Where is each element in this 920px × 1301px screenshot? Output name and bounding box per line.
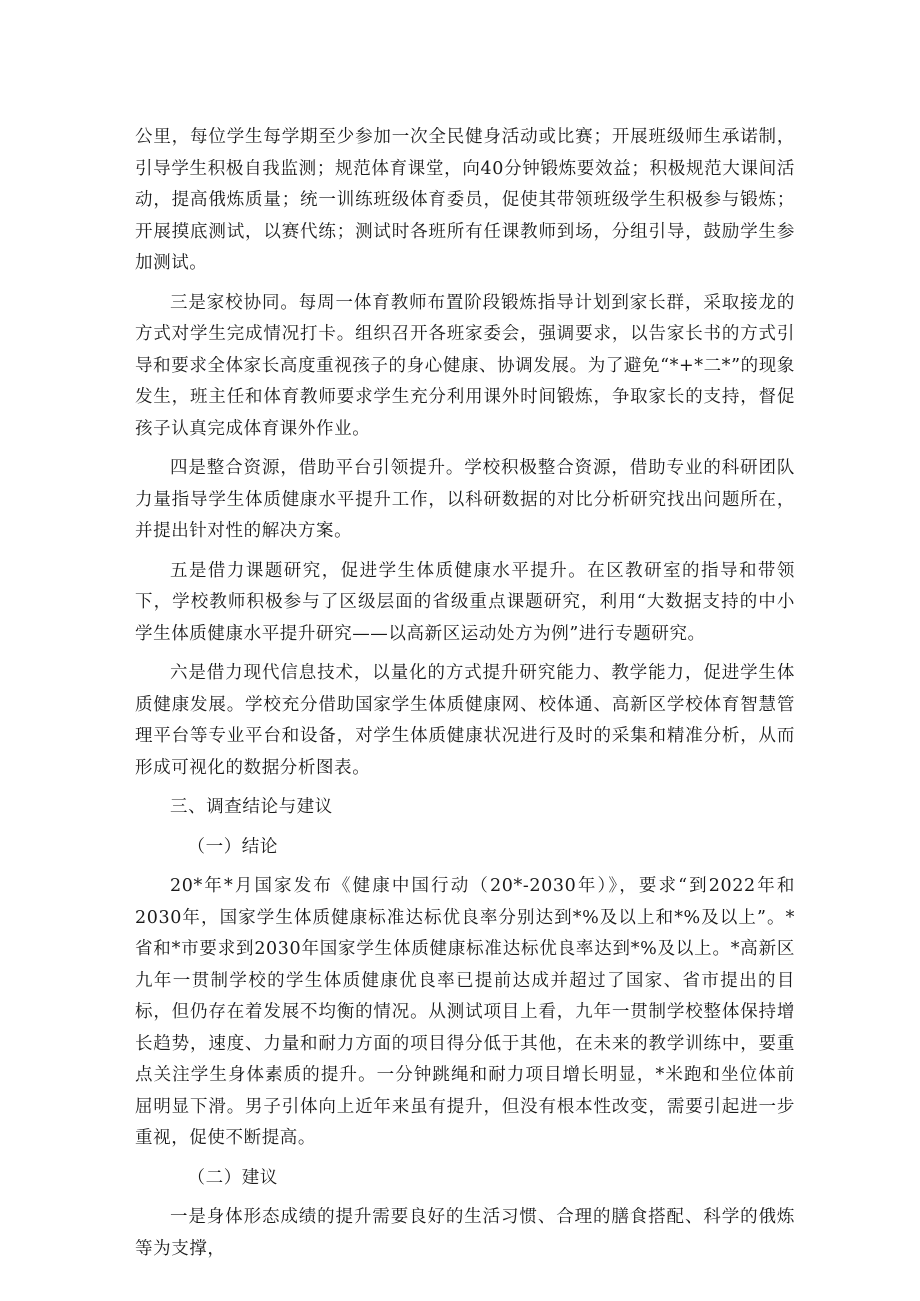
paragraph-resources: 四是整合资源，借助平台引领提升。学校积极整合资源，借助专业的科研团队力量指导学生体质健康水平提升工作，以科研数据的对比分析研究找出问题所在，并提出针对性的解决方案。 — [135, 458, 795, 541]
subsection-heading-suggestions: （二）建议 — [187, 1167, 278, 1188]
section-heading: 三、调查结论与建议 — [170, 797, 333, 817]
paragraph-technology: 六是借力现代信息技术，以量化的方式提升研究能力、教学能力，促进学生体质健康发展。学校充分借助国家学生体质健康网、校体通、高新区学校体育智慧管理平台等专业平台和设备，对学生体质健康状况进行及时的采集和精准分析，从而形成可视化的数据分析图表。 — [135, 663, 795, 778]
document-body — [135, 122, 795, 1273]
paragraph-conclusion: 20*年*月国家发布《健康中国行动（20*-2030年）》，要求“到2022年和2030年，国家学生体质健康标准达标优良率分别达到*%及以上和*%及以上”。*省和*市要求到2030年国家学生体质健康标准达标优良率达到*%及以上。*高新区九年一贯制学校的学生体质健康优良率已提前达成并超过了国家、省市提出的目标，但仍存在着发展不均衡的情况。从测试项目上看，九年一贯制学校整体保持增长趋势，速度、力量和耐力方面的项目得分低于其他，在未来的教学训练中，要重点关注学生身体素质的提升。一分钟跳绳和耐力项目增长明显，*米跑和坐位体前屈明显下滑。男子引体向上近年来虽有提升，但没有根本性改变，需要引起进一步重视，促使不断提高。 — [135, 876, 795, 1148]
paragraph-continuation: 公里，每位学生每学期至少参加一次全民健身活动或比赛；开展班级师生承诺制，引导学生积极自我监测；规范体育课堂，向40分钟锻炼要效益；积极规范大课间活动，提高俄炼质量；统一训练班级体育委员，促使其带领班级学生积极参与锻炼；开展摸底测试，以赛代练；测试时各班所有任课教师到场，分组引导，鼓励学生参加测试。 — [135, 127, 795, 273]
paragraph-suggestion: 一是身体形态成绩的提升需要良好的生活习惯、合理的膳食搭配、科学的俄炼等为支撑， — [135, 1207, 795, 1259]
paragraph-research: 五是借力课题研究，促进学生体质健康水平提升。在区教研室的指导和带领下，学校教师积极参与了区级层面的省级重点课题研究，利用“大数据支持的中小学生体质健康水平提升研究——以高新区运动处方为例”进行专题研究。 — [135, 560, 795, 644]
subsection-heading-conclusion: （一）结论 — [187, 836, 278, 857]
paragraph-home-school: 三是家校协同。每周一体育教师布置阶段锻炼指导计划到家长群，采取接龙的方式对学生完成情况打卡。组织召开各班家委会，强调要求，以告家长书的方式引导和要求全体家长高度重视孩子的身心健康、协调发展。为了避免“*+*二*”的现象发生，班主任和体育教师要求学生充分利用课外时间锻炼，争取家长的支持，督促孩子认真完成体育课外作业。 — [135, 292, 795, 439]
